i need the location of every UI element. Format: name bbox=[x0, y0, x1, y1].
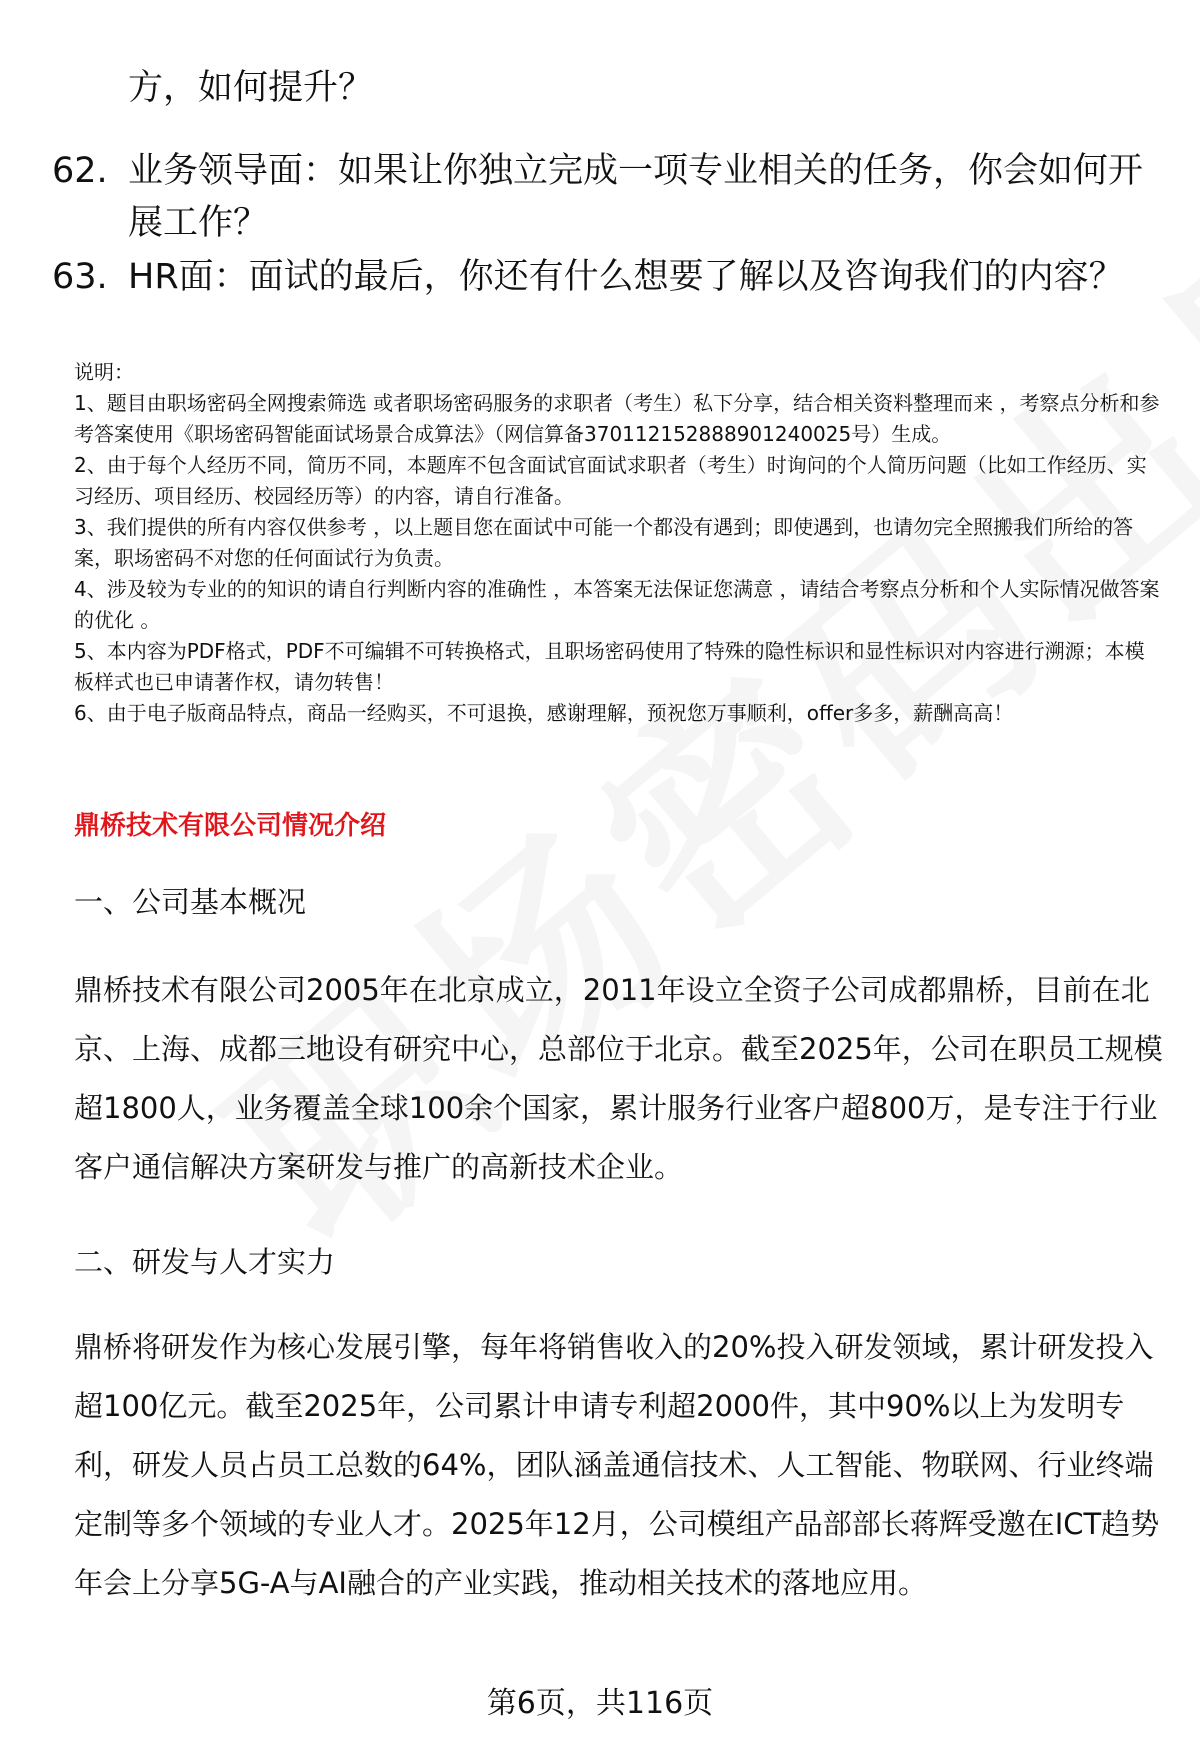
question-text: HR面：面试的最后，你还有什么想要了解以及咨询我们的内容？ bbox=[128, 257, 1124, 297]
notes-item: 1、题目由职场密码全网搜索筛选 或者职场密码服务的求职者（考生）私下分享，结合相关资料整理而来 ，考察点分析和参考答案使用《职场密码智能面试场景合成算法》（网信算备370112152888901240025号）生成。 bbox=[74, 391, 1160, 446]
page-number: 第6页，共116页 bbox=[486, 1686, 714, 1721]
question-number: 62. bbox=[52, 151, 108, 191]
overview-heading: 一、公司基本概况 bbox=[74, 885, 307, 919]
notes-item: 3、我们提供的所有内容仅供参考 ，以上题目您在面试中可能一个都没有遇到；即使遇到，也请勿完全照搬我们所给的答案，职场密码不对您的任何面试行为负责。 bbox=[74, 515, 1134, 570]
overview-paragraph: 鼎桥技术有限公司2005年在北京成立，2011年设立全资子公司成都鼎桥，目前在北京、上海、成都三地设有研究中心，总部位于北京。截至2025年，公司在职员工规模超1800人，业务覆盖全球100余个国家，累计服务行业客户超800万，是专注于行业客户通信解决方案研发与推广的高新技术企业。 bbox=[74, 973, 1163, 1184]
question-number: 63. bbox=[52, 257, 108, 297]
notes-item: 2、由于每个人经历不同，简历不同，本题库不包含面试官面试求职者（考生）时询问的个人简历问题（比如工作经历、实习经历、项目经历、校园经历等）的内容，请自行准备。 bbox=[74, 453, 1147, 508]
company-section-title: 鼎桥技术有限公司情况介绍 bbox=[74, 811, 387, 841]
question-text: 业务领导面：如果让你独立完成一项专业相关的任务，你会如何开展工作？ bbox=[128, 151, 1144, 243]
notes-item: 5、本内容为PDF格式，PDF不可编辑不可转换格式，且职场密码使用了特殊的隐性标识和显性标识对内容进行溯源；本模板样式也已申请著作权，请勿转售！ bbox=[74, 639, 1145, 694]
question-item-63 bbox=[52, 251, 1162, 303]
notes-heading: 说明： bbox=[74, 360, 134, 384]
rd-paragraph: 鼎桥将研发作为核心发展引擎，每年将销售收入的20%投入研发领域，累计研发投入超100亿元。截至2025年，公司累计申请专利超2000件，其中90%以上为发明专利，研发人员占员工总数的64%，团队涵盖通信技术、人工智能、物联网、行业终端定制等多个领域的专业人才。2025年12月，公司模组产品部部长蒋辉受邀在ICT趋势年会上分享5G-A与AI融合的产业实践，推动相关技术的落地应用。 bbox=[74, 1330, 1160, 1600]
question-item-62 bbox=[52, 145, 1162, 249]
rd-heading: 二、研发与人才实力 bbox=[74, 1245, 336, 1279]
question-continuation: 方，如何提升？ bbox=[128, 68, 374, 108]
notes-item: 6、由于电子版商品特点，商品一经购买，不可退换，感谢理解，预祝您万事顺利，offer多多，薪酬高高！ bbox=[74, 701, 1014, 725]
notes-item: 4、涉及较为专业的的知识的请自行判断内容的准确性 ，本答案无法保证您满意 ，请结合考察点分析和个人实际情况做答案的优化 。 bbox=[74, 577, 1160, 632]
disclaimer-notes bbox=[74, 357, 1164, 729]
